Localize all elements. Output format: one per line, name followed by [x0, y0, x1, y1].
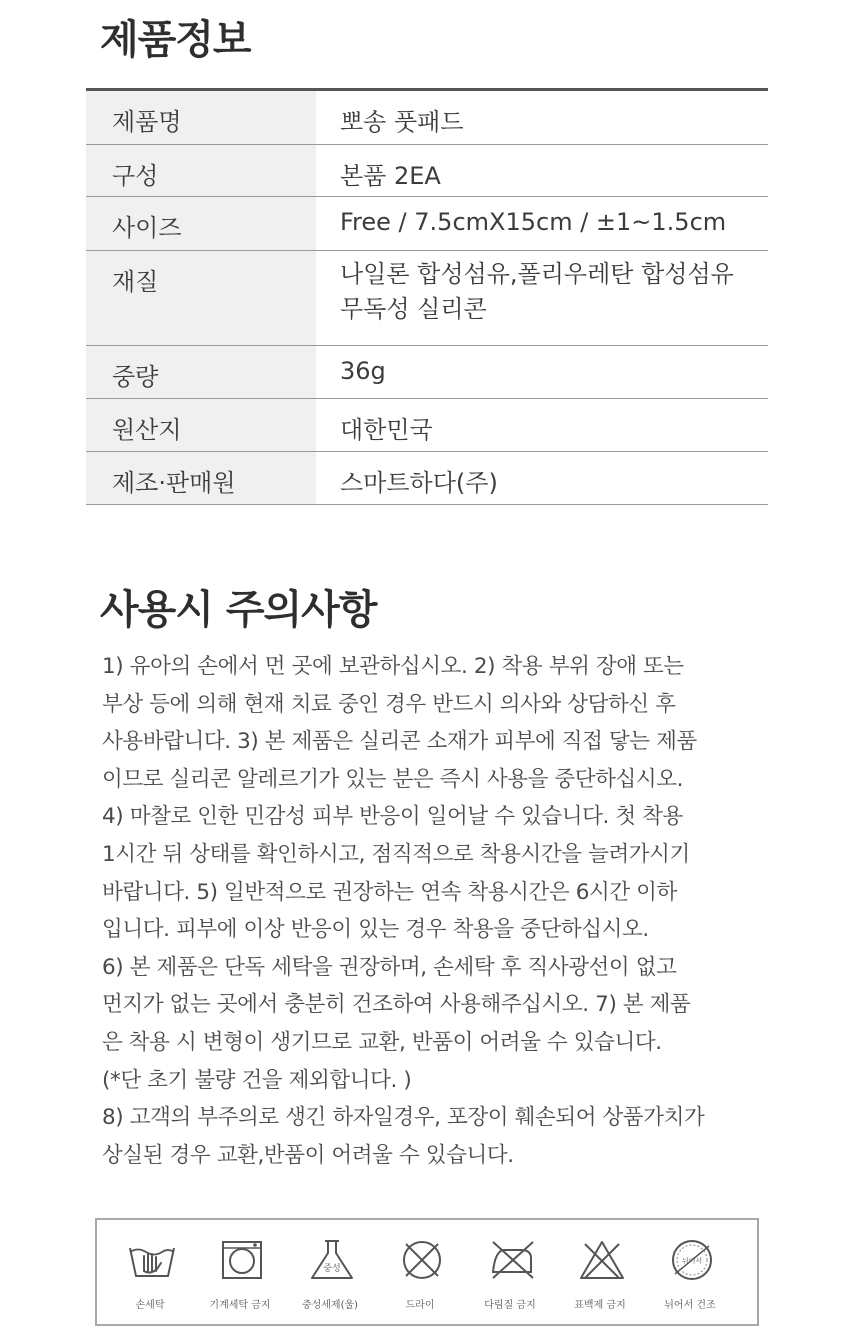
precaution-line: 4) 마찰로 인한 민감성 피부 반응이 일어날 수 있습니다. 첫 착용	[102, 804, 683, 830]
care-item	[375, 1220, 465, 1324]
neutral-detergent-icon	[307, 1238, 357, 1282]
precaution-line: 이므로 실리콘 알레르기가 있는 분은 즉시 사용을 중단하십시오.	[102, 766, 684, 792]
care-item	[285, 1220, 375, 1324]
precautions-title: 사용시 주의사항	[100, 587, 377, 633]
precaution-line: 부상 등에 의해 현재 치료 중인 경우 반드시 의사와 상담하신 후	[102, 691, 676, 717]
no-machine-wash-icon	[217, 1238, 267, 1282]
row-value: 본품 2EA	[316, 145, 768, 197]
care-item	[195, 1220, 285, 1324]
lay-flat-dry-icon	[667, 1238, 717, 1282]
care-label: 중성세제(울)	[301, 1300, 359, 1311]
precaution-line: 1시간 뒤 상태를 확인하시고, 점직적으로 착용시간을 늘려가시기	[102, 841, 690, 867]
care-label: 기계세탁 금지	[209, 1300, 271, 1311]
precaution-line: 은 착용 시 변형이 생기므로 교환, 반품이 어려울 수 있습니다.	[102, 1029, 662, 1055]
hand-wash-icon	[127, 1238, 177, 1282]
care-label: 드라이	[405, 1300, 435, 1311]
table-row	[86, 251, 768, 346]
row-value: 스마트하다(주)	[316, 452, 768, 505]
no-ironing-icon	[487, 1238, 537, 1282]
row-label: 사이즈	[86, 197, 316, 251]
care-item	[555, 1220, 645, 1324]
table-row	[86, 145, 768, 197]
care-label: 손세탁	[135, 1300, 165, 1311]
neutral-detergent-icon-text: 중성	[323, 1264, 341, 1274]
care-label: 표백제 금지	[574, 1300, 626, 1311]
row-label: 원산지	[86, 399, 316, 452]
table-row	[86, 399, 768, 452]
row-label: 재질	[86, 251, 316, 346]
care-symbols-panel	[95, 1218, 759, 1326]
precaution-line: 8) 고객의 부주의로 생긴 하자일경우, 포장이 훼손되어 상품가치가	[102, 1105, 705, 1131]
lay-flat-dry-icon-text: 뉘어서	[681, 1257, 703, 1265]
table-row	[86, 197, 768, 251]
row-value: 뽀송 풋패드	[316, 90, 768, 145]
no-bleach-icon	[577, 1238, 627, 1282]
row-value: Free / 7.5cmX15cm / ±1~1.5cm	[316, 197, 768, 251]
precaution-line: 사용바랍니다. 3) 본 제품은 실리콘 소재가 피부에 직접 닿는 제품	[102, 729, 697, 755]
precaution-line: 먼지가 없는 곳에서 충분히 건조하여 사용해주십시오. 7) 본 제품	[102, 992, 691, 1018]
no-dry-clean-icon	[397, 1238, 447, 1282]
precaution-line: (*단 초기 불량 건을 제외합니다. )	[102, 1067, 412, 1093]
care-item	[105, 1220, 195, 1324]
precautions-text	[102, 648, 802, 1174]
care-item	[645, 1220, 735, 1324]
care-label: 다림질 금지	[484, 1300, 536, 1311]
precaution-line: 상실된 경우 교환,반품이 어려울 수 있습니다.	[102, 1142, 514, 1168]
precaution-line: 입니다. 피부에 이상 반응이 있는 경우 착용을 중단하십시오.	[102, 917, 649, 943]
row-label: 중량	[86, 346, 316, 399]
row-value: 36g	[316, 346, 768, 399]
care-item	[465, 1220, 555, 1324]
table-row	[86, 346, 768, 399]
row-label: 제품명	[86, 90, 316, 145]
row-label: 구성	[86, 145, 316, 197]
product-info-title: 제품정보	[100, 17, 251, 63]
precaution-line: 6) 본 제품은 단독 세탁을 권장하며, 손세탁 후 직사광선이 없고	[102, 954, 677, 980]
table-row	[86, 90, 768, 145]
product-info-table	[86, 88, 768, 505]
row-value: 대한민국	[316, 399, 768, 452]
row-label: 제조·판매원	[86, 452, 316, 505]
precaution-line: 바랍니다. 5) 일반적으로 권장하는 연속 착용시간은 6시간 이하	[102, 879, 677, 905]
precaution-line: 1) 유아의 손에서 먼 곳에 보관하십시오. 2) 착용 부위 장애 또는	[102, 654, 684, 679]
row-value: 나일론 합성섬유,폴리우레탄 합성섬유 무독성 실리콘	[316, 251, 768, 346]
table-row	[86, 452, 768, 505]
care-label: 뉘어서 건조	[664, 1300, 716, 1311]
